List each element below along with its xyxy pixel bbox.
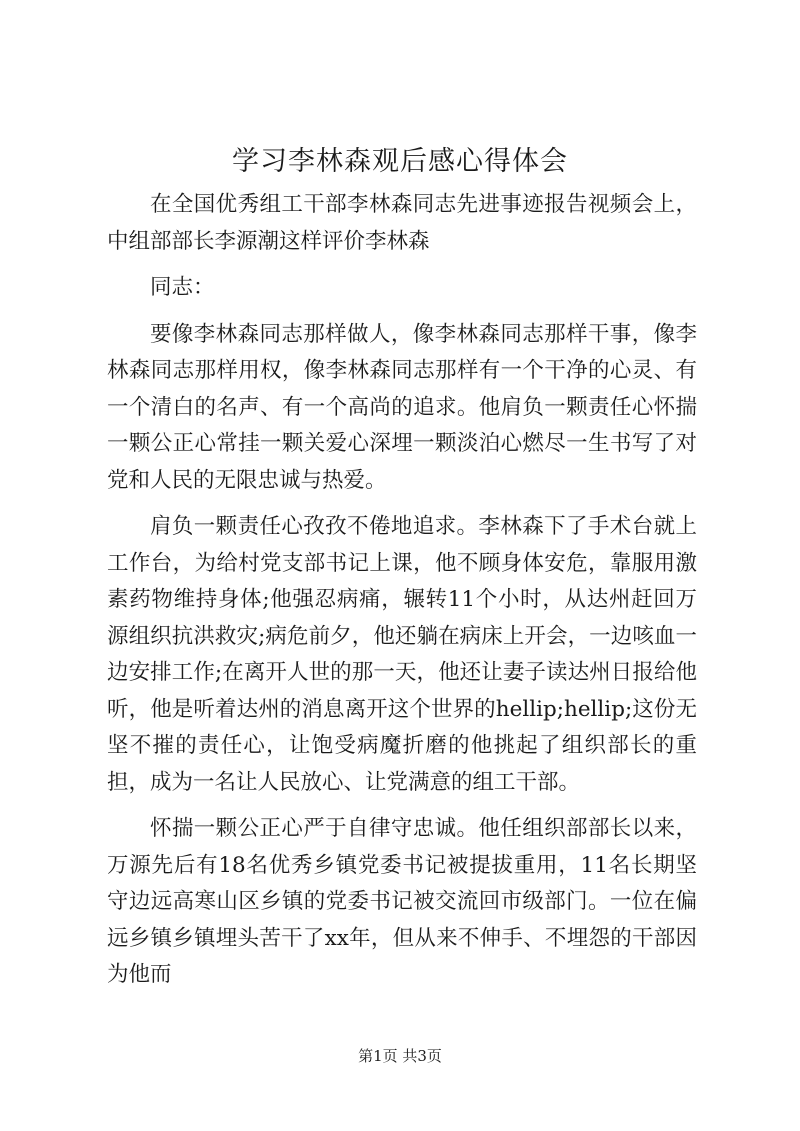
paragraph-evaluation: 要像李林森同志那样做人，像李林森同志那样干事，像李林森同志那样用权，像李林森同志那样有一个干净的心灵、有一个清白的名声、有一个高尚的追求。他肩负一颗责任心怀揣一颗公正心常挂一颗关爱心深埋一颗淡泊心燃尽一生书写了对党和人民的无限忠诚与热爱。: [107, 321, 697, 493]
paragraph-salutation: 同志：: [150, 275, 215, 300]
paragraph-fairness: 怀揣一颗公正心严于自律守忠诚。他任组织部部长以来，万源先后有18名优秀乡镇党委书记被提拔重用，11名长期坚守边远高寒山区乡镇的党委书记被交流回市级部门。一位在偏远乡镇乡镇埋头苦干了xx年，但从来不伸手、不埋怨的干部因为他而: [107, 816, 697, 987]
document-title: 学习李林森观后感心得体会: [232, 146, 568, 177]
document-body: [107, 187, 697, 994]
page-number-footer: 第1页 共3页: [358, 1047, 442, 1065]
paragraph-responsibility: 肩负一颗责任心孜孜不倦地追求。李林森下了手术台就上工作台，为给村党支部书记上课，他不顾身体安危，靠服用激素药物维持身体;他强忍病痛，辗转11个小时，从达州赶回万源组织抗洪救灾;病危前夕，他还躺在病床上开会，一边咳血一边安排工作;在离开人世的那一天，他还让妻子读达州日报给他听，他是听着达州的消息离开这个世界的hellip;hellip;这份无坚不摧的责任心，让饱受病魔折磨的他挑起了组织部长的重担，成为一名让人民放心、让党满意的组工干部。: [107, 514, 697, 795]
paragraph-intro: 在全国优秀组工干部李林森同志先进事迹报告视频会上，中组部部长李源潮这样评价李林森: [107, 192, 697, 254]
